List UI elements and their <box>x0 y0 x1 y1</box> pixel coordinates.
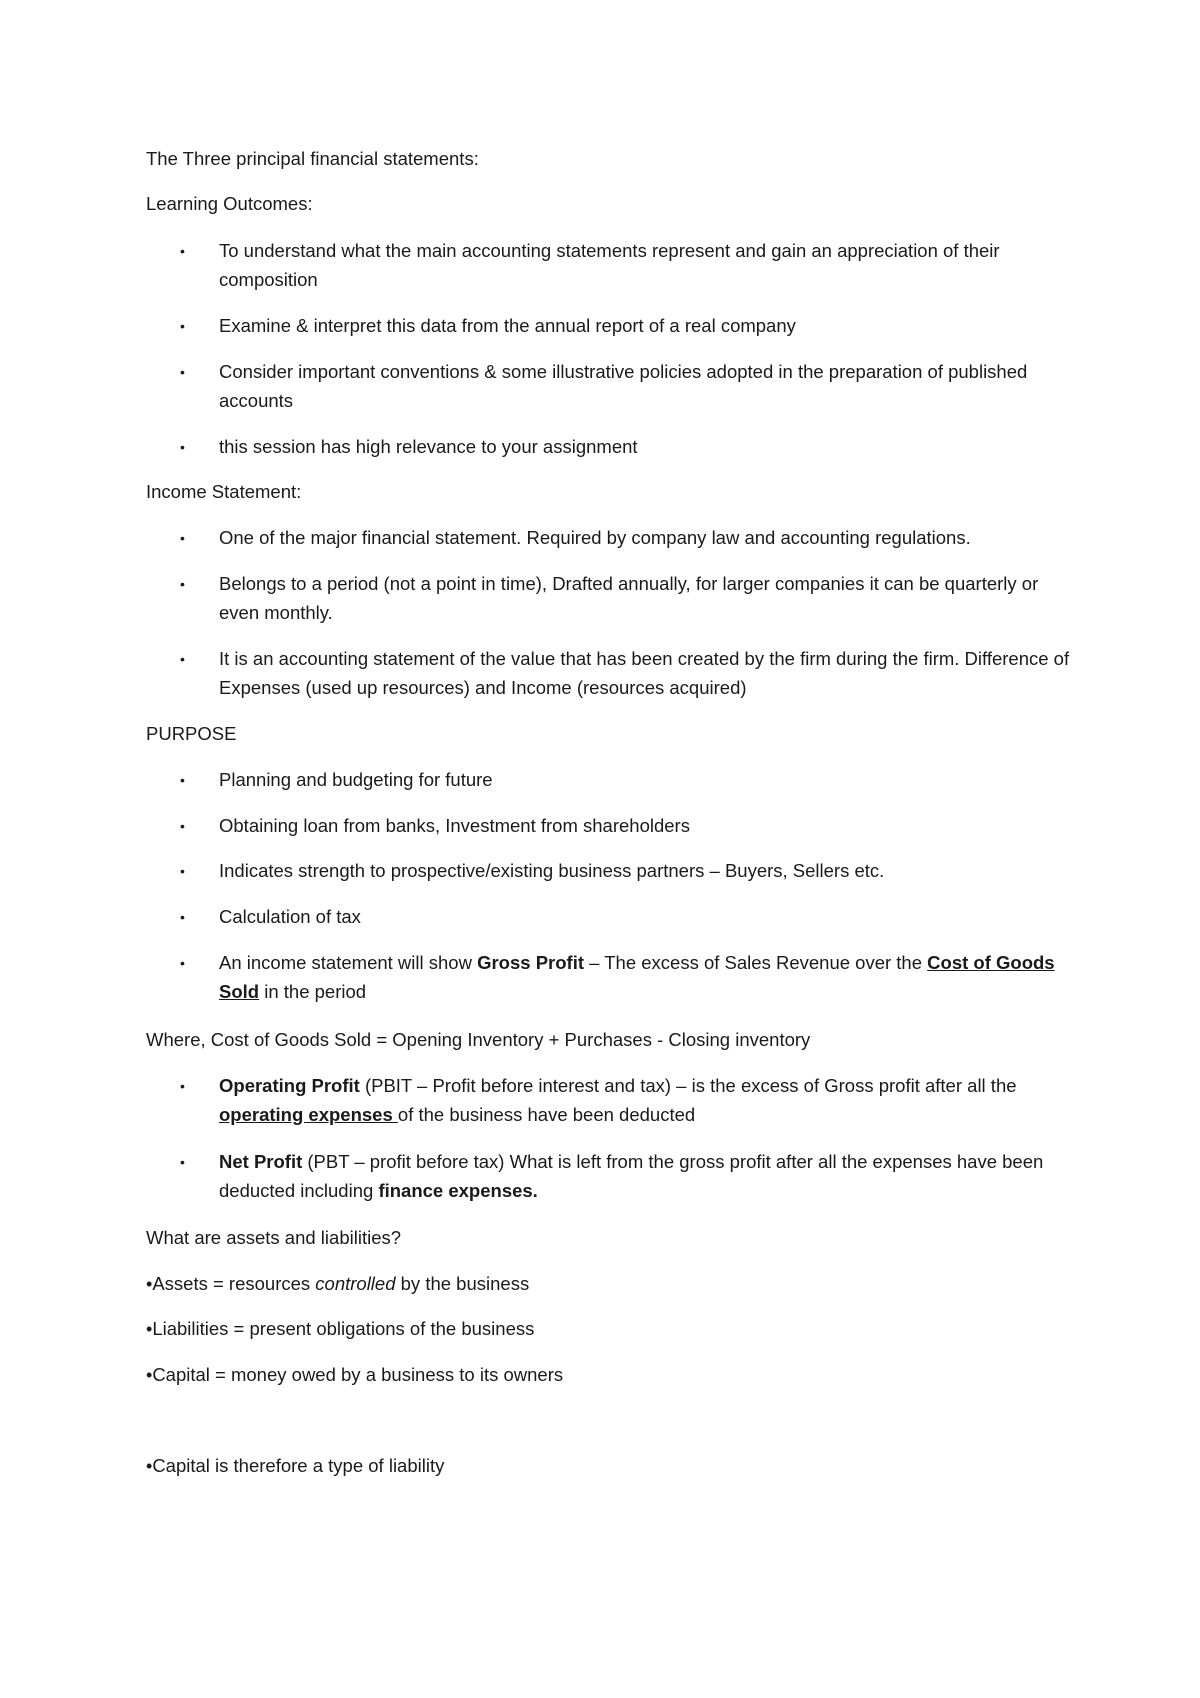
list-item-text: Calculation of tax <box>219 906 361 927</box>
operating-profit-suffix: of the business have been deducted <box>397 1104 696 1125</box>
bullet-icon: • <box>180 439 185 455</box>
assets-line <box>146 1273 529 1295</box>
bullet-icon: • <box>146 1456 153 1476</box>
list-item-text: Consider important conventions & some illustrative policies adopted in the preparation of published accounts <box>219 361 1028 411</box>
bullet-icon: • <box>180 243 185 259</box>
operating-expenses-term: operating expenses <box>219 1104 398 1125</box>
gross-profit-suffix: in the period <box>259 981 367 1002</box>
purpose-heading: PURPOSE <box>146 723 237 744</box>
list-item-text: One of the major financial statement. Required by company law and accounting regulations. <box>219 527 971 548</box>
bullet-icon: • <box>180 530 185 546</box>
controlled-term: controlled <box>315 1273 396 1294</box>
list-item-text: It is an accounting statement of the value that has been created by the firm during the firm. Difference of Expenses (used up resources) and Income (resources acquired) <box>219 648 1070 698</box>
capital-type-text: Capital is therefore a type of liability <box>152 1455 445 1476</box>
list-item-text: To understand what the main accounting statements represent and gain an appreciation of their composition <box>219 240 1000 290</box>
bullet-icon: • <box>146 1274 153 1294</box>
bullet-icon: • <box>180 364 185 380</box>
operating-profit-term: Operating Profit <box>219 1075 360 1096</box>
bullet-icon: • <box>180 576 185 592</box>
cogs-term: Cost of Goods Sold <box>219 952 1055 1002</box>
assets-suffix: by the business <box>395 1273 530 1294</box>
gross-profit-term: Gross Profit <box>477 952 585 973</box>
net-profit-text: (PBT – profit before tax) What is left from the gross profit after all the expenses have been deducted including <box>219 1151 1044 1201</box>
gross-profit-definition: – The excess of Sales Revenue over the <box>584 952 928 973</box>
bullet-icon: • <box>180 863 185 879</box>
bullet-icon: • <box>180 772 185 788</box>
assets-prefix: Assets = resources <box>152 1273 316 1294</box>
income-statement-heading: Income Statement: <box>146 481 302 502</box>
bullet-icon: • <box>180 909 185 925</box>
bullet-icon: • <box>180 955 185 971</box>
bullet-icon: • <box>180 1154 185 1170</box>
learning-outcomes-heading: Learning Outcomes: <box>146 193 313 214</box>
assets-liabilities-heading: What are assets and liabilities? <box>146 1227 402 1248</box>
list-item-text: Belongs to a period (not a point in time), Drafted annually, for larger companies it can be quarterly or even monthly. <box>219 573 1039 623</box>
bullet-icon: • <box>146 1365 153 1385</box>
capital-line <box>146 1364 563 1386</box>
finance-expenses-term: finance expenses. <box>378 1180 538 1201</box>
capital-text: Capital = money owed by a business to its owners <box>152 1364 564 1385</box>
bullet-icon: • <box>146 1319 153 1339</box>
list-item-text: Indicates strength to prospective/existing business partners – Buyers, Sellers etc. <box>219 860 885 881</box>
bullet-icon: • <box>180 1078 185 1094</box>
net-profit-term: Net Profit <box>219 1151 303 1172</box>
list-item-text: Planning and budgeting for future <box>219 769 493 790</box>
list-item-text: Obtaining loan from banks, Investment from shareholders <box>219 815 690 836</box>
capital-type-line <box>146 1455 444 1477</box>
liabilities-text: Liabilities = present obligations of the business <box>152 1318 535 1339</box>
list-item-text: this session has high relevance to your assignment <box>219 436 638 457</box>
gross-profit-prefix: An income statement will show <box>219 952 478 973</box>
list-item-text <box>219 1071 1079 1129</box>
bullet-icon: • <box>180 651 185 667</box>
list-item-text <box>219 948 1079 1006</box>
cogs-formula: Where, Cost of Goods Sold = Opening Inventory + Purchases - Closing inventory <box>146 1029 811 1050</box>
liabilities-line <box>146 1318 534 1340</box>
document-title: The Three principal financial statements: <box>146 148 479 169</box>
bullet-icon: • <box>180 818 185 834</box>
list-item-text <box>219 1147 1079 1205</box>
operating-profit-text: (PBIT – Profit before interest and tax) – is the excess of Gross profit after all the <box>359 1075 1017 1096</box>
list-item-text: Examine & interpret this data from the annual report of a real company <box>219 315 796 336</box>
bullet-icon: • <box>180 318 185 334</box>
